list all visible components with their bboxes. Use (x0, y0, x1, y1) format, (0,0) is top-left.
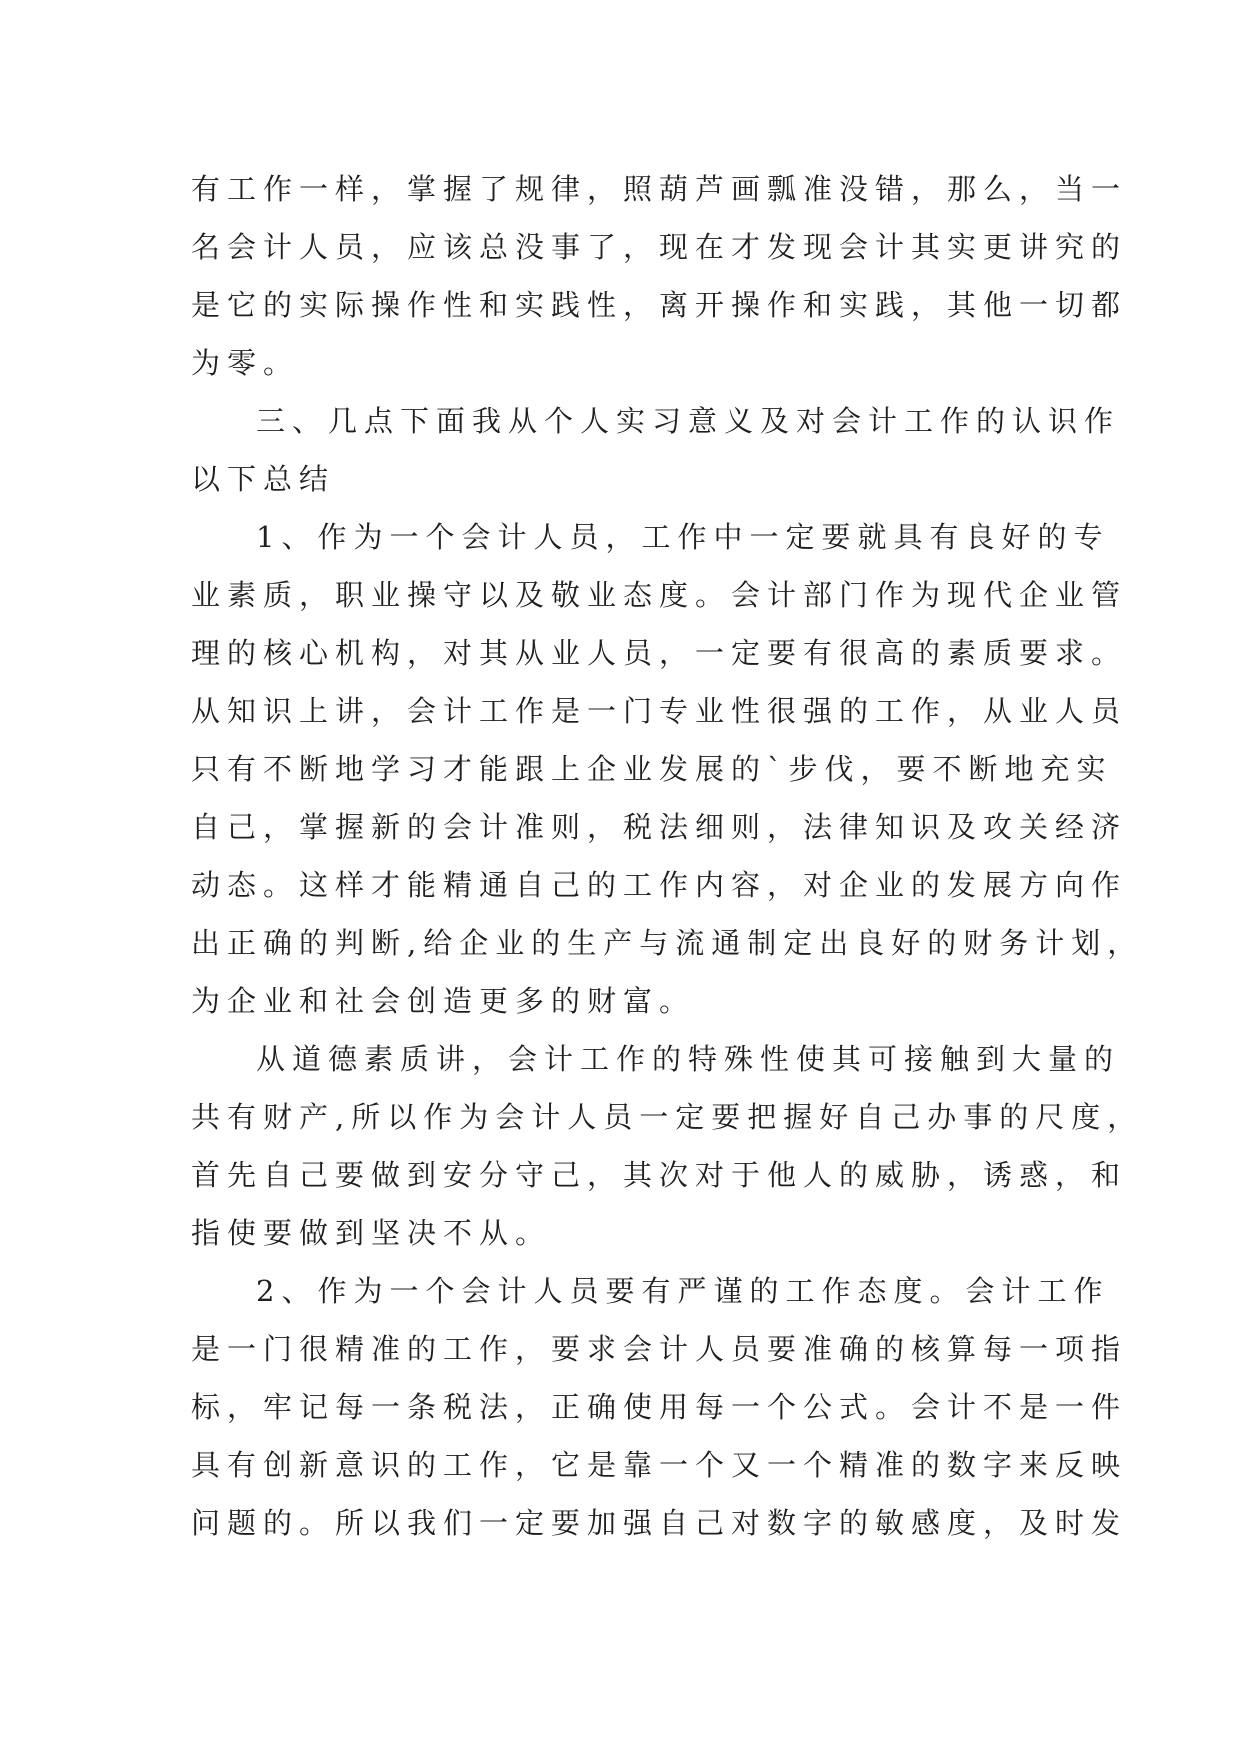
text-line: 具有创新意识的工作，它是靠一个又一个精准的数字来反映 (191, 1448, 1128, 1482)
text-line: 业素质，职业操守以及敬业态度。会计部门作为现代企业管 (191, 578, 1128, 612)
text-line: 为企业和社会创造更多的财富。 (191, 984, 696, 1018)
text-line: 有工作一样，掌握了规律，照葫芦画瓢准没错，那么，当一 (191, 172, 1128, 206)
text-line: 出正确的判断,给企业的生产与流通制定出良好的财务计划， (191, 926, 1144, 960)
text-line: 从知识上讲，会计工作是一门专业性很强的工作，从业人员 (191, 694, 1128, 728)
text-line: 名会计人员，应该总没事了，现在才发现会计其实更讲究的 (191, 230, 1128, 264)
text-line: 共有财产,所以作为会计人员一定要把握好自己办事的尺度， (191, 1100, 1144, 1134)
text-line: 标，牢记每一条税法，正确使用每一个公式。会计不是一件 (191, 1390, 1128, 1424)
text-line: 是它的实际操作性和实践性，离开操作和实践，其他一切都 (191, 288, 1128, 322)
text-line: 2、作为一个会计人员要有严谨的工作态度。会计工作 (256, 1274, 1110, 1308)
text-line: 只有不断地学习才能跟上企业发展的`步伐，要不断地充实 (191, 752, 1113, 786)
text-line: 首先自己要做到安分守己，其次对于他人的威胁，诱惑，和 (191, 1158, 1128, 1192)
text-line: 以下总结 (191, 462, 336, 496)
text-line: 1、作为一个会计人员，工作中一定要就具有良好的专 (256, 520, 1110, 554)
text-line: 从道德素质讲，会计工作的特殊性使其可接触到大量的 (256, 1042, 1121, 1076)
text-line: 问题的。所以我们一定要加强自己对数字的敏感度，及时发 (191, 1506, 1128, 1540)
text-line: 为零。 (191, 346, 300, 380)
document-body (191, 160, 1144, 1552)
text-line: 是一门很精准的工作，要求会计人员要准确的核算每一项指 (191, 1332, 1128, 1366)
text-line: 三、几点下面我从个人实习意义及对会计工作的认识作 (256, 404, 1121, 438)
text-line: 指使要做到坚决不从。 (191, 1216, 552, 1250)
text-line: 自己，掌握新的会计准则，税法细则，法律知识及攻关经济 (191, 810, 1128, 844)
text-line: 理的核心机构，对其从业人员，一定要有很高的素质要求。 (191, 636, 1128, 670)
text-line: 动态。这样才能精通自己的工作内容，对企业的发展方向作 (191, 868, 1128, 902)
